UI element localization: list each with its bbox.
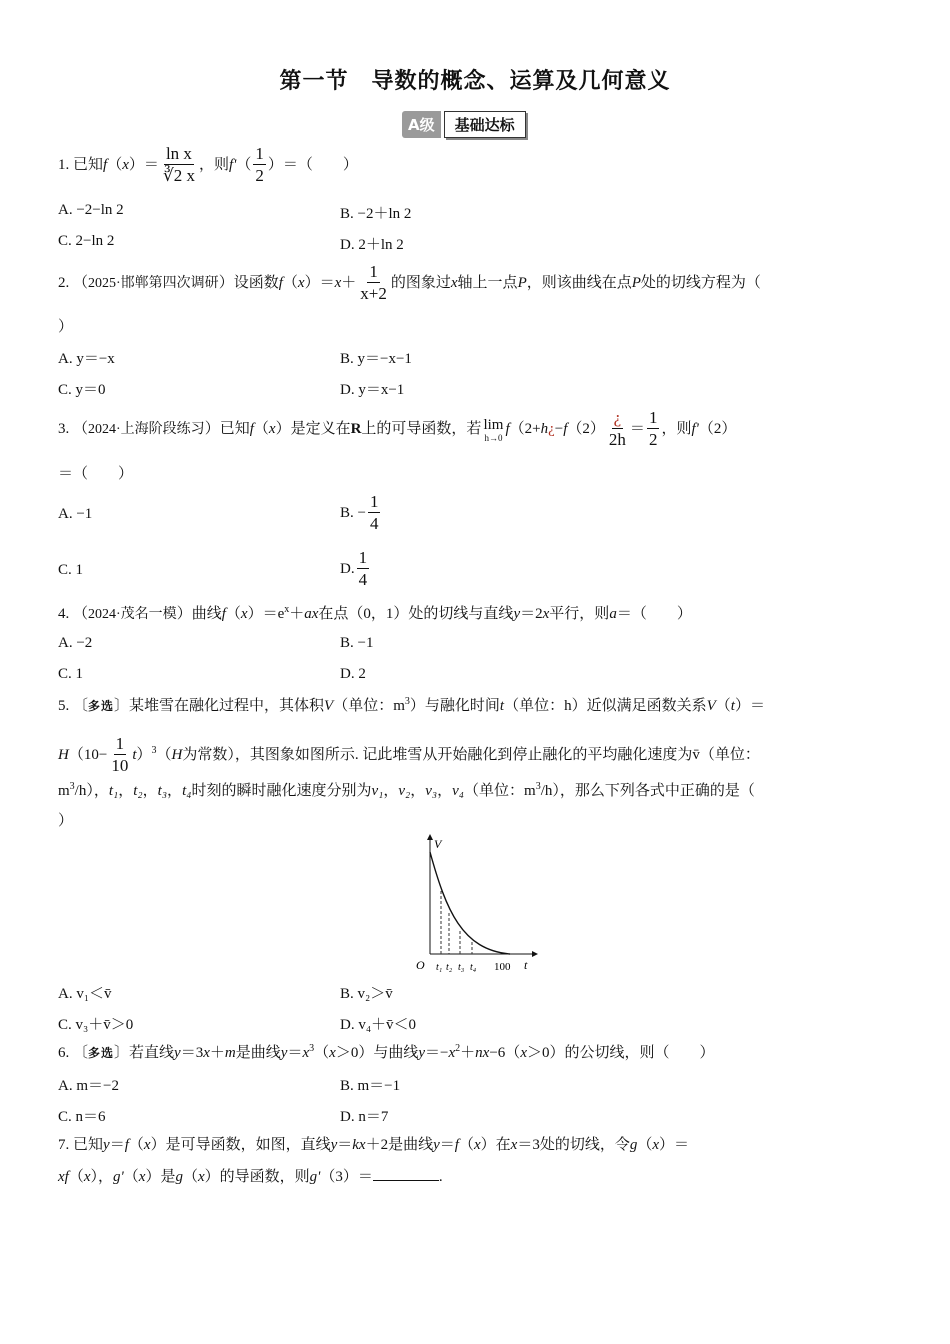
q3-line2: ＝（ ） (58, 466, 134, 482)
q1-option-a: A. −2−ln 2 (58, 202, 124, 218)
page-title: 第一节 导数的概念、运算及几何意义 (279, 69, 671, 94)
x-axis-arrow (532, 951, 538, 957)
q2-line2: ） (58, 319, 74, 335)
q5-option-a: A. v₁＜v̄ (58, 986, 112, 1002)
graph-svg (410, 832, 540, 974)
question-7: 7. 已知y＝f（x）是可导函数，如图，直线y＝kx＋2是曲线y＝f（x）在x＝3处的切线，令g（x）＝ (58, 1137, 690, 1153)
t3-label: t₃ (458, 962, 465, 973)
q3-option-a: A. −1 (58, 506, 93, 522)
answer-blank[interactable] (373, 1166, 439, 1181)
q1-option-d: D. 2＋ln 2 (340, 237, 404, 253)
q4-option-c: C. 1 (58, 666, 84, 682)
q6-option-c: C. n＝6 (58, 1109, 106, 1125)
q5-line3: $m^3/h$），t₁，t₂，t₃，t₄时刻的瞬时融化速度分别为v₁，v₂，v₃，v₄（单位：$m^3/h$），那么下列各式中正确的是（ (58, 781, 755, 799)
q2-option-d: D. y＝x−1 (340, 382, 405, 398)
q2-option-a: A. y＝−x (58, 351, 115, 367)
q2-option-b: B. y＝−x−1 (340, 351, 412, 367)
q1-half: $\frac{1}{2}$ (255, 144, 264, 185)
question-6: 6. 〔多选〕若直线y＝3x＋m是曲线$y=x^3(x>0)$与曲线$y=-x^2+nx-6(x>0)$的公切线，则（ ） (58, 1043, 715, 1061)
question-4: 4. （2024·茂名一模）曲线$f(x)=e^x+ax$在点（0，1）处的切线与直线y＝2x平行，则a＝（ ） (58, 604, 692, 622)
y-axis-arrow (427, 834, 433, 840)
q4-option-b: B. −1 (340, 635, 374, 651)
t2-label: t₂ (446, 962, 453, 973)
v-label: V (434, 837, 442, 851)
q4-option-a: A. −2 (58, 635, 93, 651)
q3-option-c: C. 1 (58, 562, 84, 578)
q3-option-b: B. − $\frac{1}{4}$ (340, 492, 379, 533)
melting-graph (410, 832, 540, 979)
question-1: 1. 已知f（x）＝ $\frac{\text{ln x}}{∛2 x}$ ，则f'（ $\frac{1}{2}$ ）＝（ ） (58, 144, 358, 185)
question-3: 3. （2024·上海阶段练习）已知f（x）是定义在R上的可导函数，若 lim h→0 f（2+h¿−f（2） $\frac{¿}{2h}$ ＝ $\frac{1}{2}$ ，则f'（2） (58, 408, 737, 449)
q3-half: $\frac{1}{2}$ (648, 408, 658, 449)
question-2: 2. （2025·邯郸第四次调研）设函数f（x）＝x＋ $\frac{1}{x+2}$ 的图象过x轴上一点P，则该曲线在点P处的切线方程为（ (58, 262, 761, 303)
volume-curve (430, 852, 510, 954)
q2-fraction: $\frac{1}{x+2}$ (360, 262, 387, 303)
q5-line4: ） (58, 813, 74, 829)
q5-option-d: D. v₄＋v̄＜0 (340, 1017, 417, 1033)
hundred-label: 100 (494, 961, 511, 973)
q7-line2: xf（x），g'（x）是g（x）的导函数，则g'（3）＝ . (58, 1166, 443, 1187)
q5-option-b: B. v₂＞v̄ (340, 986, 393, 1002)
t-axis-label: t (524, 958, 528, 972)
q3-option-d: D. $\frac{1}{4}$ (340, 548, 368, 589)
badge-level: A级 (402, 111, 441, 138)
q1-fraction: $\frac{\text{ln x}}{∛2 x}$ (162, 144, 195, 185)
badge-name: 基础达标 (444, 111, 526, 138)
q3-fraction: $\frac{¿}{2h}$ (608, 408, 626, 449)
q6-option-b: B. m＝−1 (340, 1078, 401, 1094)
q4-option-d: D. 2 (340, 666, 366, 682)
q1-option-c: C. 2−ln 2 (58, 233, 115, 249)
question-5: 5. 〔多选〕某堆雪在融化过程中，其体积V（单位：$m^3$）与融化时间t（单位：h）近似满足函数关系V（t）＝ (58, 696, 765, 714)
q3-limit: lim h→0 (483, 416, 504, 443)
t4-label: t₄ (470, 962, 477, 973)
q6-option-d: D. n＝7 (340, 1109, 389, 1125)
origin-label: O (416, 958, 425, 972)
t1-label: t₁ (436, 962, 443, 973)
q5-option-c: C. v₃＋v̄＞0 (58, 1017, 134, 1033)
q5-line2: H（10− $\frac{1}{10}$ t）$^3$（H为常数），其图象如图所示. 记此堆雪从开始融化到停止融化的平均融化速度为v̄（单位： (58, 734, 760, 775)
q6-option-a: A. m＝−2 (58, 1078, 119, 1094)
q2-option-c: C. y＝0 (58, 382, 106, 398)
level-badge (402, 111, 526, 137)
q1-option-b: B. −2＋ln 2 (340, 206, 412, 222)
